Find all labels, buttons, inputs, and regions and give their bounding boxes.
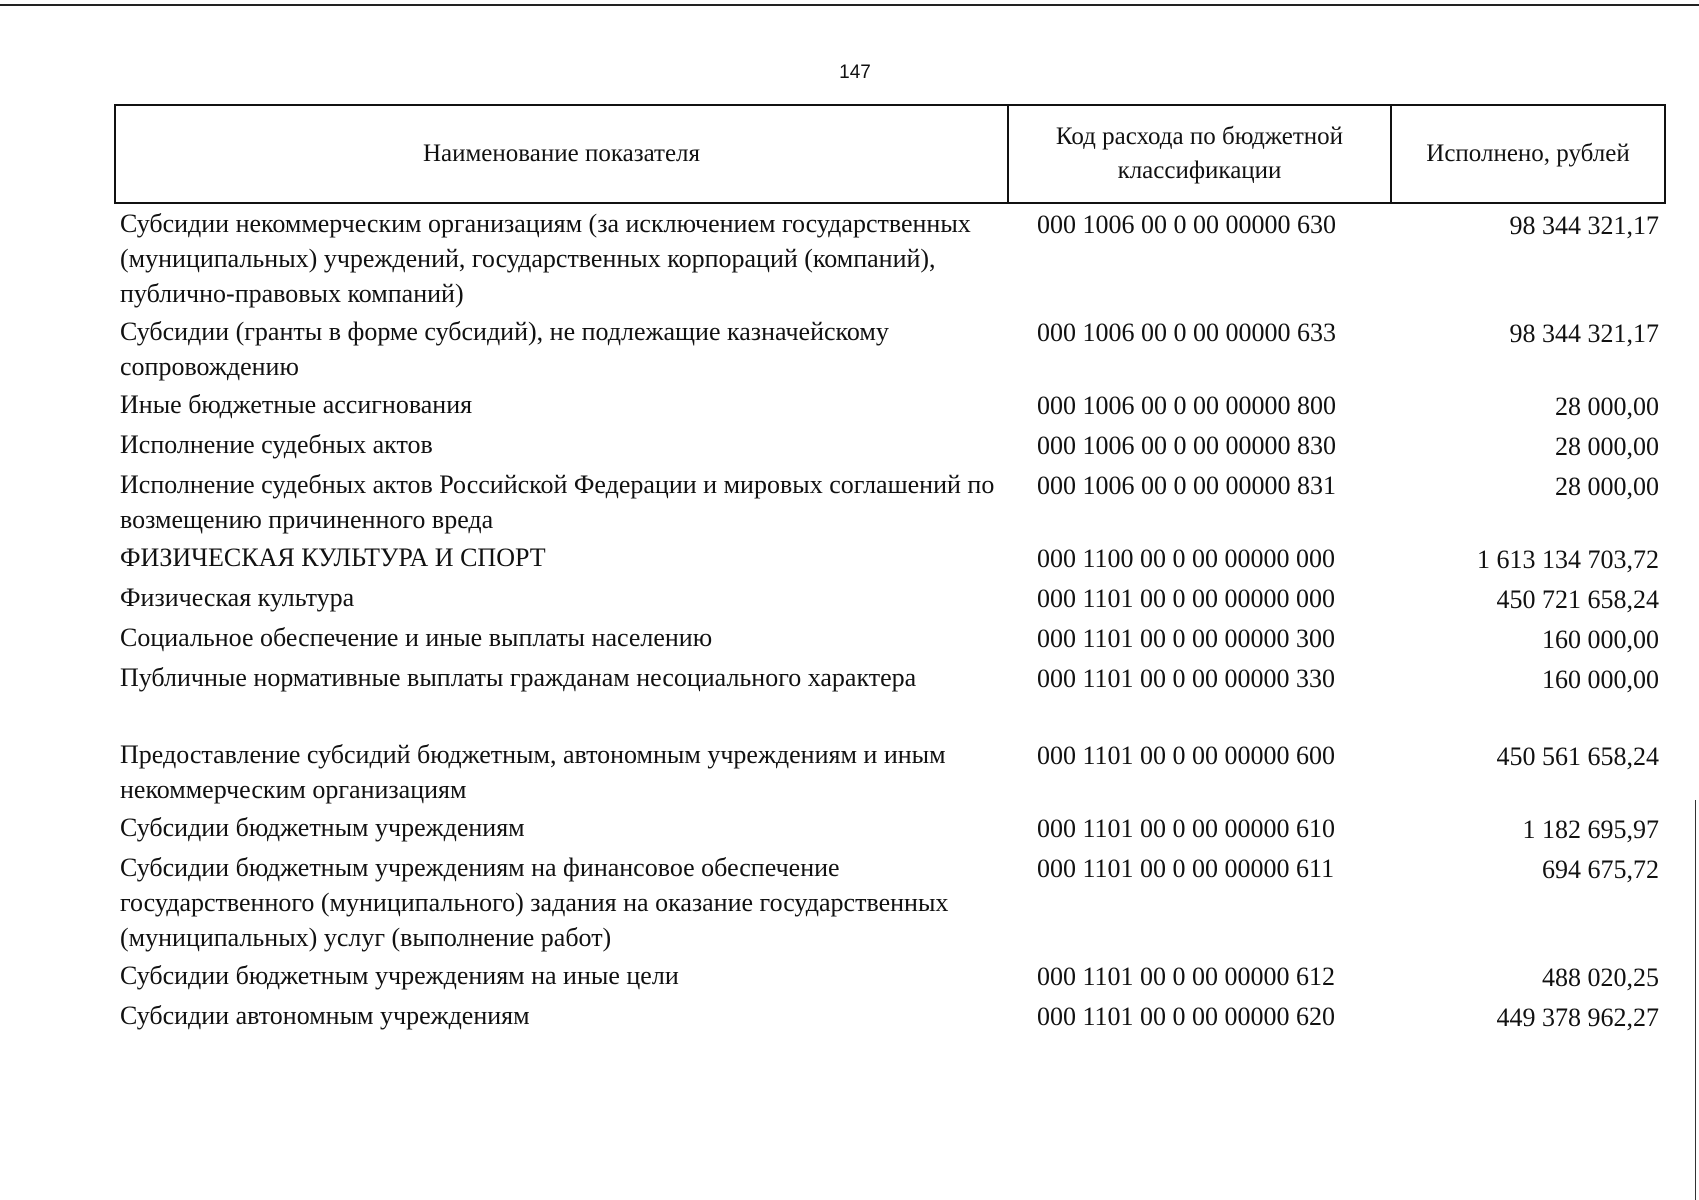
table-row — [115, 465, 1665, 538]
budget-code: 000 1101 00 0 00 00000 610 — [1037, 814, 1336, 843]
budget-code: 000 1006 00 0 00 00000 831 — [1037, 471, 1336, 500]
budget-code: 000 1101 00 0 00 00000 612 — [1037, 962, 1336, 991]
header-executed-amount: Исполнено, рублей — [1391, 105, 1665, 203]
table-row — [115, 578, 1665, 618]
indicator-name: Социальное обеспечение и иные выплаты населению — [120, 623, 713, 652]
table-row — [115, 735, 1665, 808]
table-row — [115, 658, 1665, 735]
top-border-line — [0, 4, 1699, 6]
budget-code: 000 1006 00 0 00 00000 633 — [1037, 318, 1336, 347]
table-row — [115, 996, 1665, 1036]
executed-amount: 488 020,25 — [1542, 963, 1659, 992]
budget-code: 000 1101 00 0 00 00000 611 — [1037, 854, 1335, 883]
table-row — [115, 956, 1665, 996]
budget-code: 000 1101 00 0 00 00000 620 — [1037, 1002, 1336, 1031]
budget-code: 000 1101 00 0 00 00000 600 — [1037, 741, 1336, 770]
indicator-name: ФИЗИЧЕСКАЯ КУЛЬТУРА И СПОРТ — [120, 543, 546, 572]
budget-code: 000 1101 00 0 00 00000 000 — [1037, 584, 1336, 613]
budget-code: 000 1006 00 0 00 00000 830 — [1037, 431, 1336, 460]
budget-code: 000 1006 00 0 00 00000 800 — [1037, 391, 1336, 420]
table-row — [115, 385, 1665, 425]
executed-amount: 28 000,00 — [1555, 472, 1659, 501]
header-indicator-name: Наименование показателя — [115, 105, 1008, 203]
indicator-name: Исполнение судебных актов Российской Федерации и мировых соглашений по возмещению причиненного вреда — [120, 470, 995, 534]
budget-code: 000 1101 00 0 00 00000 300 — [1037, 624, 1336, 653]
executed-amount: 1 613 134 703,72 — [1477, 545, 1659, 574]
header-row — [115, 105, 1665, 203]
table-row — [115, 538, 1665, 578]
executed-amount: 98 344 321,17 — [1509, 319, 1659, 348]
indicator-name: Субсидии автономным учреждениям — [120, 1001, 530, 1030]
indicator-name: Субсидии бюджетным учреждениям — [120, 813, 525, 842]
budget-code: 000 1006 00 0 00 00000 630 — [1037, 210, 1336, 239]
indicator-name: Субсидии (гранты в форме субсидий), не подлежащие казначейскому сопровождению — [120, 317, 889, 381]
budget-code: 000 1101 00 0 00 00000 330 — [1037, 664, 1336, 693]
executed-amount: 28 000,00 — [1555, 432, 1659, 461]
executed-amount: 1 182 695,97 — [1522, 815, 1659, 844]
indicator-name: Исполнение судебных актов — [120, 430, 433, 459]
table-row — [115, 425, 1665, 465]
header-budget-code: Код расхода по бюджетной классификации — [1008, 105, 1391, 203]
table-row — [115, 848, 1665, 956]
indicator-name: Субсидии бюджетным учреждениям на иные цели — [120, 961, 679, 990]
executed-amount: 449 378 962,27 — [1496, 1003, 1659, 1032]
table-row — [115, 808, 1665, 848]
right-edge-line — [1695, 800, 1696, 1200]
table-row — [115, 618, 1665, 658]
indicator-name: Публичные нормативные выплаты гражданам несоциального характера — [120, 663, 917, 692]
table-header — [115, 105, 1665, 203]
executed-amount: 98 344 321,17 — [1509, 211, 1659, 240]
executed-amount: 450 561 658,24 — [1496, 742, 1659, 771]
executed-amount: 450 721 658,24 — [1496, 585, 1659, 614]
budget-execution-table — [114, 104, 1666, 1036]
executed-amount: 694 675,72 — [1542, 855, 1659, 884]
executed-amount: 160 000,00 — [1542, 625, 1659, 654]
page-number: 147 — [839, 62, 871, 83]
indicator-name: Субсидии некоммерческим организациям (за исключением государственных (муниципальных) учреждений, государственных корпораций (компаний), публично-правовых компаний) — [120, 209, 971, 308]
indicator-name: Иные бюджетные ассигнования — [120, 390, 473, 419]
indicator-name: Физическая культура — [120, 583, 355, 612]
indicator-name: Предоставление субсидий бюджетным, автономным учреждениям и иным некоммерческим организациям — [120, 740, 946, 804]
budget-code: 000 1100 00 0 00 00000 000 — [1037, 544, 1336, 573]
executed-amount: 160 000,00 — [1542, 665, 1659, 694]
table-row — [115, 203, 1665, 312]
table-body — [115, 203, 1665, 1036]
indicator-name: Субсидии бюджетным учреждениям на финансовое обеспечение государственного (муниципального) задания на оказание государственных (муниципальных) услуг (выполнение работ) — [120, 853, 949, 952]
table-row — [115, 312, 1665, 385]
executed-amount: 28 000,00 — [1555, 392, 1659, 421]
